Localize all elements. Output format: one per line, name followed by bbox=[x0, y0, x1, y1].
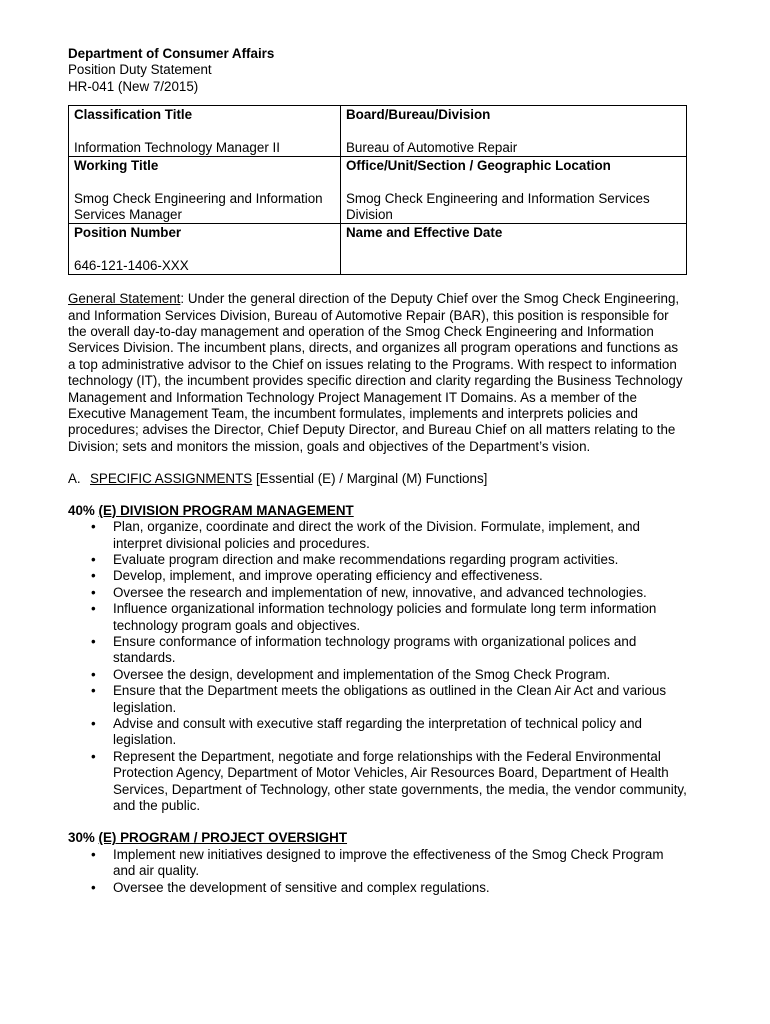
list-item bbox=[68, 880, 688, 896]
bullet-icon: • bbox=[91, 633, 96, 649]
board-bureau-division-label: Board/Bureau/Division bbox=[346, 107, 491, 123]
list-item-text: Ensure that the Department meets the obligations as outlined in the Clean Air Act and various legislation. bbox=[113, 683, 667, 715]
list-item-text: Represent the Department, negotiate and forge relationships with the Federal Environmental Protection Agency, Department of Motor Vehicles, Air Resources Board, Department of Health Services, Department of Technology, other state governments, the media, the vendor community, and the public. bbox=[113, 748, 687, 813]
duty-block-heading bbox=[68, 503, 688, 519]
working-title-cell bbox=[69, 157, 341, 224]
list-item-text: Oversee the development of sensitive and complex regulations. bbox=[113, 879, 490, 895]
position-number-cell bbox=[69, 224, 341, 275]
working-title-label: Working Title bbox=[74, 158, 159, 174]
name-effective-date-cell bbox=[341, 224, 687, 275]
list-item-text: Develop, implement, and improve operating efficiency and effectiveness. bbox=[113, 568, 543, 584]
duty-statement-page bbox=[68, 46, 688, 896]
working-title-value: Smog Check Engineering and Information Services Manager bbox=[74, 191, 323, 223]
bullet-icon: • bbox=[91, 846, 96, 862]
bullet-icon: • bbox=[91, 748, 96, 764]
bullet-icon: • bbox=[91, 584, 96, 600]
office-location-cell bbox=[341, 157, 687, 224]
duty-block-title: (E) PROGRAM / PROJECT OVERSIGHT bbox=[98, 830, 348, 846]
general-statement-label: General Statement bbox=[68, 291, 181, 307]
list-item bbox=[68, 519, 688, 552]
table-row bbox=[69, 157, 687, 224]
list-item bbox=[68, 847, 688, 880]
bullet-icon: • bbox=[91, 551, 96, 567]
bullet-icon: • bbox=[91, 879, 96, 895]
bullet-icon: • bbox=[91, 683, 96, 699]
classification-title-label: Classification Title bbox=[74, 107, 193, 123]
general-statement bbox=[68, 291, 688, 455]
bullet-icon: • bbox=[91, 568, 96, 584]
duty-block-heading bbox=[68, 830, 688, 846]
position-number-label: Position Number bbox=[74, 225, 182, 241]
list-item bbox=[68, 716, 688, 749]
duty-block-1 bbox=[68, 503, 688, 815]
duty-list bbox=[68, 519, 688, 814]
board-bureau-division-value: Bureau of Automotive Repair bbox=[346, 140, 518, 156]
document-type: Position Duty Statement bbox=[68, 62, 212, 78]
department-name: Department of Consumer Affairs bbox=[68, 46, 275, 61]
position-number-value: 646-121-1406-XXX bbox=[74, 258, 189, 274]
list-item-text: Oversee the research and implementation of new, innovative, and advanced technologies. bbox=[113, 584, 647, 600]
section-letter: A. bbox=[68, 471, 81, 487]
table-row bbox=[69, 224, 687, 275]
list-item bbox=[68, 552, 688, 568]
list-item bbox=[68, 585, 688, 601]
list-item bbox=[68, 749, 688, 815]
table-row bbox=[69, 106, 687, 157]
list-item bbox=[68, 667, 688, 683]
list-item bbox=[68, 683, 688, 716]
classification-title-value: Information Technology Manager II bbox=[74, 140, 280, 156]
list-item-text: Evaluate program direction and make recommendations regarding program activities. bbox=[113, 551, 619, 567]
bullet-icon: • bbox=[91, 519, 96, 535]
document-header bbox=[68, 46, 688, 95]
list-item bbox=[68, 568, 688, 584]
board-bureau-division-cell bbox=[341, 106, 687, 157]
list-item-text: Ensure conformance of information technology programs with organizational polices and standards. bbox=[113, 633, 637, 666]
section-a-heading bbox=[68, 471, 688, 487]
form-number: HR-041 (New 7/2015) bbox=[68, 78, 199, 94]
list-item-text: Advise and consult with executive staff regarding the interpretation of technical policy and legislation. bbox=[113, 715, 642, 748]
list-item-text: Oversee the design, development and implementation of the Smog Check Program. bbox=[113, 666, 611, 682]
list-item-text: Implement new initiatives designed to improve the effectiveness of the Smog Check Program and air quality. bbox=[113, 846, 664, 879]
bullet-icon: • bbox=[91, 601, 96, 617]
name-effective-date-label: Name and Effective Date bbox=[346, 225, 503, 241]
general-statement-text: : Under the general direction of the Deputy Chief over the Smog Check Engineering, and Information Services Division, Bureau of Automotive Repair (BAR), this position is responsible for the overall day-to-day management and operation of the Smog Check Engineering and Information Services Division. The incumbent plans, directs, and organizes all program operations and functions as a top administrative advisor to the Chief on issues relating to the Programs. With respect to information technology (IT), the incumbent provides specific direction and clarity regarding the Business Technology Management and Information Technology Project Management IT Domains. As a member of the Executive Management Team, the incumbent formulates, implements and interprets policies and procedures; advises the Director, Chief Deputy Director, and Bureau Chief on all matters relating to the Division; sets and monitors the mission, goals and objectives of the Department’s vision. bbox=[68, 291, 683, 454]
list-item bbox=[68, 601, 688, 634]
duty-list bbox=[68, 847, 688, 896]
duty-block-2 bbox=[68, 830, 688, 896]
list-item bbox=[68, 634, 688, 667]
classification-title-cell bbox=[69, 106, 341, 157]
position-info-table bbox=[68, 105, 687, 275]
bullet-icon: • bbox=[91, 715, 96, 731]
office-location-value: Smog Check Engineering and Information Services Division bbox=[346, 191, 650, 223]
bullet-icon: • bbox=[91, 666, 96, 682]
section-title: SPECIFIC ASSIGNMENTS bbox=[90, 471, 253, 487]
office-location-label: Office/Unit/Section / Geographic Location bbox=[346, 158, 611, 174]
duty-block-percent: 30% bbox=[68, 830, 99, 846]
list-item-text: Influence organizational information technology policies and formulate long term information technology program goals and objectives. bbox=[113, 601, 657, 633]
duty-block-title: (E) DIVISION PROGRAM MANAGEMENT bbox=[98, 502, 354, 518]
duty-block-percent: 40% bbox=[68, 502, 99, 518]
list-item-text: Plan, organize, coordinate and direct the work of the Division. Formulate, implement, and interpret divisional policies and procedures. bbox=[113, 519, 640, 551]
section-suffix: [Essential (E) / Marginal (M) Functions] bbox=[252, 471, 488, 487]
